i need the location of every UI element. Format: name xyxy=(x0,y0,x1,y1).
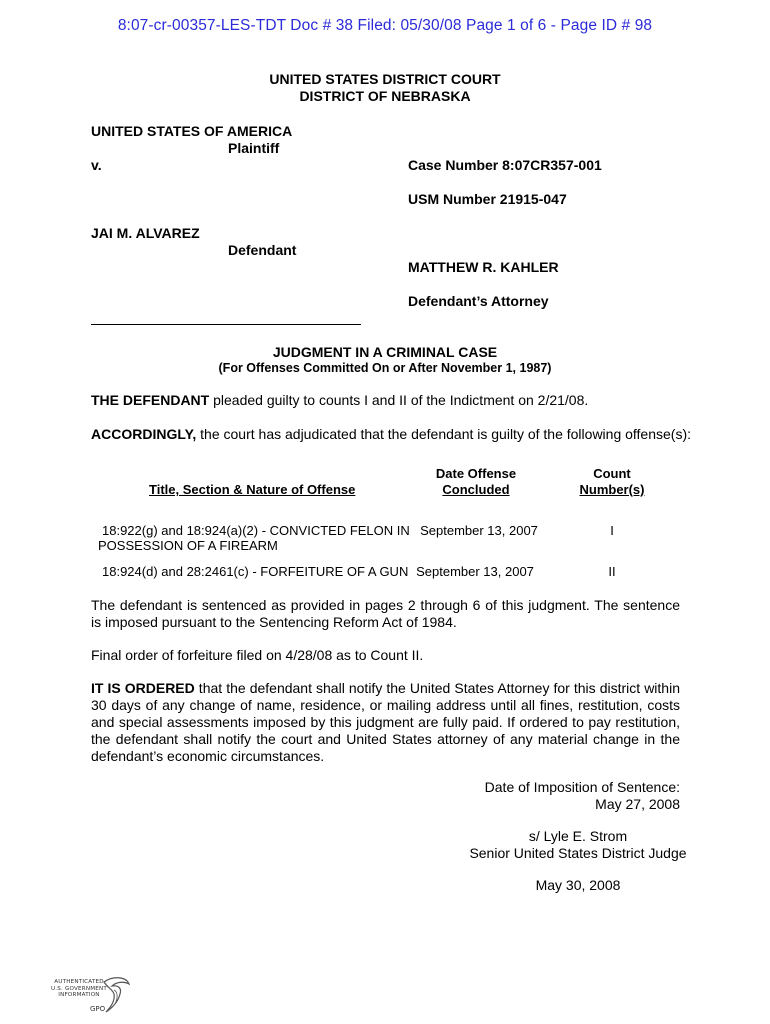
adjudication-statement xyxy=(91,426,691,443)
seal-gpo: GPO xyxy=(90,1005,106,1013)
court-district: DISTRICT OF NEBRASKA xyxy=(299,88,471,104)
sentence-paragraph: The defendant is sentenced as provided in pages 2 through 6 of this judgment. The sentence is imposed pursuant to the Sentencing Reform Act of 1984. xyxy=(91,597,680,630)
attorney-name: MATTHEW R. KAHLER xyxy=(408,259,559,275)
eagle-icon xyxy=(102,976,132,1016)
defendant-role: Defendant xyxy=(228,242,297,258)
plaintiff-name: UNITED STATES OF AMERICA xyxy=(91,123,293,139)
order-lead: IT IS ORDERED xyxy=(91,680,195,696)
usm-number: USM Number 21915-047 xyxy=(408,191,567,207)
plea-lead: THE DEFENDANT xyxy=(91,392,210,408)
order-paragraph xyxy=(91,680,680,765)
adjudication-text: the court has adjudicated that the defendant is guilty of the following offense(s): xyxy=(196,426,692,442)
header-count-line2: Number(s) xyxy=(579,482,645,497)
signature-title: Senior United States District Judge xyxy=(469,845,687,861)
seal-line1: AUTHENTICATED xyxy=(54,979,104,985)
defendant-name: JAI M. ALVAREZ xyxy=(91,225,200,241)
header-date-line1: Date Offense xyxy=(435,466,517,481)
case-number: Case Number 8:07CR357-001 xyxy=(408,157,602,173)
versus-label: v. xyxy=(91,157,102,173)
signature-name: s/ Lyle E. Strom xyxy=(528,828,628,844)
row1-offense-line2: POSSESSION OF A FIREARM xyxy=(98,538,278,553)
row2-offense-line1: 18:924(d) and 28:2461(c) - FORFEITURE OF A GUN xyxy=(102,564,409,579)
filing-stamp: 8:07-cr-00357-LES-TDT Doc # 38 Filed: 05/30/08 Page 1 of 6 - Page ID # 98 xyxy=(117,17,653,34)
court-name: UNITED STATES DISTRICT COURT xyxy=(269,71,501,87)
attorney-role: Defendant’s Attorney xyxy=(408,293,549,309)
header-count-line1: Count xyxy=(593,466,631,481)
row1-offense-line1: 18:922(g) and 18:924(a)(2) - CONVICTED FELON IN xyxy=(102,523,410,538)
judgment-subtitle: (For Offenses Committed On or After November 1, 1987) xyxy=(218,361,552,375)
header-date-line2: Concluded xyxy=(442,482,510,497)
imposition-date: May 27, 2008 xyxy=(595,796,680,812)
row2-count: II xyxy=(608,564,616,579)
forfeiture-paragraph: Final order of forfeiture filed on 4/28/08 as to Count II. xyxy=(91,647,424,663)
seal-line2: U.S. GOVERNMENT xyxy=(50,985,107,992)
plea-text: pleaded guilty to counts I and II of the Indictment on 2/21/08. xyxy=(209,392,589,408)
adjudication-lead: ACCORDINGLY, xyxy=(91,426,197,442)
row2-date: September 13, 2007 xyxy=(416,564,534,579)
plaintiff-role: Plaintiff xyxy=(228,140,280,156)
row1-count: I xyxy=(610,523,614,538)
judgment-title: JUDGMENT IN A CRIMINAL CASE xyxy=(272,344,498,360)
caption-divider xyxy=(91,324,361,325)
order-text: that the defendant shall notify the United States Attorney for this district within 30 days of any change of name, residence, or mailing address until all fines, restitution, costs and special assessments imposed by this judgment are fully paid. If ordered to pay restitution, the defendant shall notify the court and United States attorney of any material change in the defendant’s economic circumstances. xyxy=(91,680,680,764)
row1-date: September 13, 2007 xyxy=(420,523,538,538)
header-offense: Title, Section & Nature of Offense xyxy=(149,482,356,497)
plea-statement xyxy=(91,392,588,409)
imposition-label: Date of Imposition of Sentence: xyxy=(484,779,680,795)
signature-date: May 30, 2008 xyxy=(535,877,621,893)
gpo-authentication-seal xyxy=(44,976,134,1016)
seal-line3: INFORMATION xyxy=(58,992,100,999)
